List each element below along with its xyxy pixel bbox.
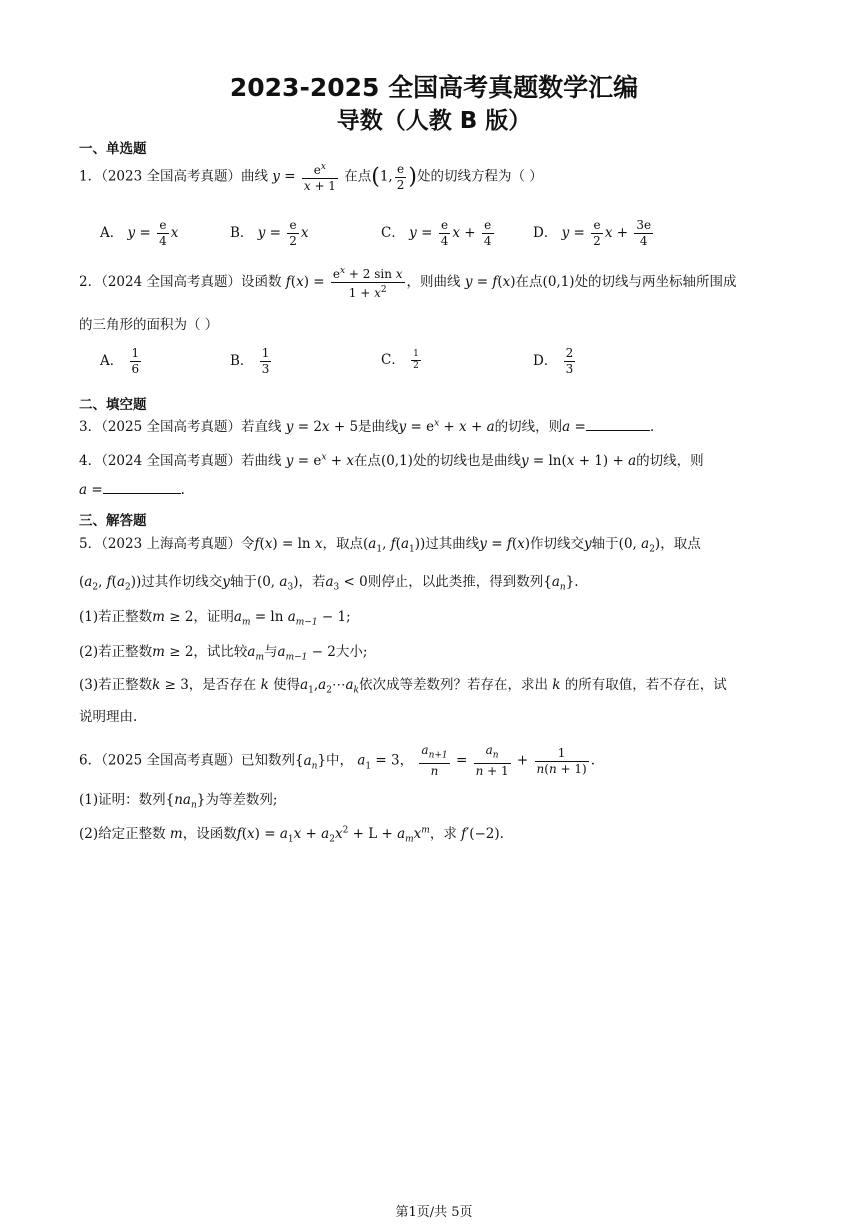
question-6: 6．（2025 全国高考真题）已知数列$\{a_n\}$中， $a_1 = 3$， $\frac{a_{n+1}}{n}$ = $\frac{a_n}{n + 1}$ + $\frac{1}{n(n + 1)}$ . (79, 743, 595, 779)
q1-option-d: D． y = $\frac{e}{2}$ x + $\frac{3e}{4}$ (533, 218, 652, 248)
q2-option-a: A． $\frac{1}{6}$ (100, 346, 140, 376)
document-title: 2023-2025 全国高考真题数学汇编 (229, 73, 639, 102)
q3-answer-blank[interactable] (586, 418, 650, 431)
section-heading-solution: 三、解答题 (79, 513, 147, 529)
question-5-part-3: (3)若正整数k ≥ 3，是否存在 k 使得$a_1,a_2\cdots a_k$依次成等差数列？若存在，求出 k 的所有取值，若不存在，试 (79, 677, 727, 696)
q2-option-b: B． $\frac{1}{3}$ (230, 346, 270, 376)
q1-option-c: C． y = $\frac{e}{4}$ x + $\frac{e}{4}$ (381, 218, 492, 248)
question-3: 3．（2025 全国高考真题）若直线 y = 2x + 5是曲线$y = e^x + x + a$的切线，则a = . (79, 418, 655, 435)
q4-answer-blank[interactable] (103, 481, 181, 494)
question-5-line-2: ($a_2$, $f(a_2)$)过其作切线交y轴于(0, $a_3$)，若$a_3 < 0$则停止，以此类推，得到数列$\{a_n\}$. (79, 574, 579, 593)
page-footer: 第1页/共 5页 (395, 1205, 473, 1220)
section-heading-single-choice: 一、单选题 (79, 141, 147, 157)
question-6-part-2: (2)给定正整数 m，设函数$f(x) = a_1x + a_2x^2 + L + a_mx^m$，求 f′(−2). (79, 825, 504, 845)
question-6-part-1: (1)证明：数列$\{na_n\}$为等差数列; (79, 792, 278, 811)
document-subtitle: 导数（人教 B 版） (336, 108, 532, 134)
question-2: 2．（2024 全国高考真题）设函数 f(x) = $\frac{e^x + 2 \sin x}{1 + x^2}$ ，则曲线 y = f(x)在点(0,1)处的切线与两坐标轴所围成 (79, 266, 737, 300)
question-4-line-2: a = . (79, 482, 185, 498)
q2-option-d: D． $\frac{2}{3}$ (533, 346, 574, 376)
question-5-part-1: (1)若正整数m ≥ 2，证明$a_m = \ln a_{m-1} - 1$; (79, 609, 351, 628)
question-4: 4．（2024 全国高考真题）若曲线 $y = e^x + x$在点(0,1)处的切线也是曲线y = ln(x + 1) + a的切线，则 (79, 452, 704, 469)
q2-option-c: C． $\frac{1}{2}$ (381, 349, 419, 371)
question-5-part-2: (2)若正整数m ≥ 2，试比较$a_m$与$a_{m-1} - 2$大小; (79, 644, 368, 663)
question-5-part-3-line-2: 说明理由. (79, 709, 138, 725)
q1-option-a: A． y = $\frac{e}{4}$ x (100, 218, 179, 248)
question-2-line-2: 的三角形的面积为（ ） (79, 317, 219, 333)
q1-option-b: B． y = $\frac{e}{2}$ x (230, 218, 309, 248)
question-1: 1．（2023 全国高考真题）曲线 y = $\frac{e^x}{x + 1}$ 在点(1, $\frac{e}{2}$ )处的切线方程为（ ） (79, 161, 543, 193)
question-5: 5．（2023 上海高考真题）令f(x) = ln x，取点($a_1$, $f(a_1)$)过其曲线y = f(x)作切线交y轴于(0, $a_2$)，取点 (79, 536, 701, 555)
section-heading-fill-blank: 二、填空题 (79, 397, 147, 413)
